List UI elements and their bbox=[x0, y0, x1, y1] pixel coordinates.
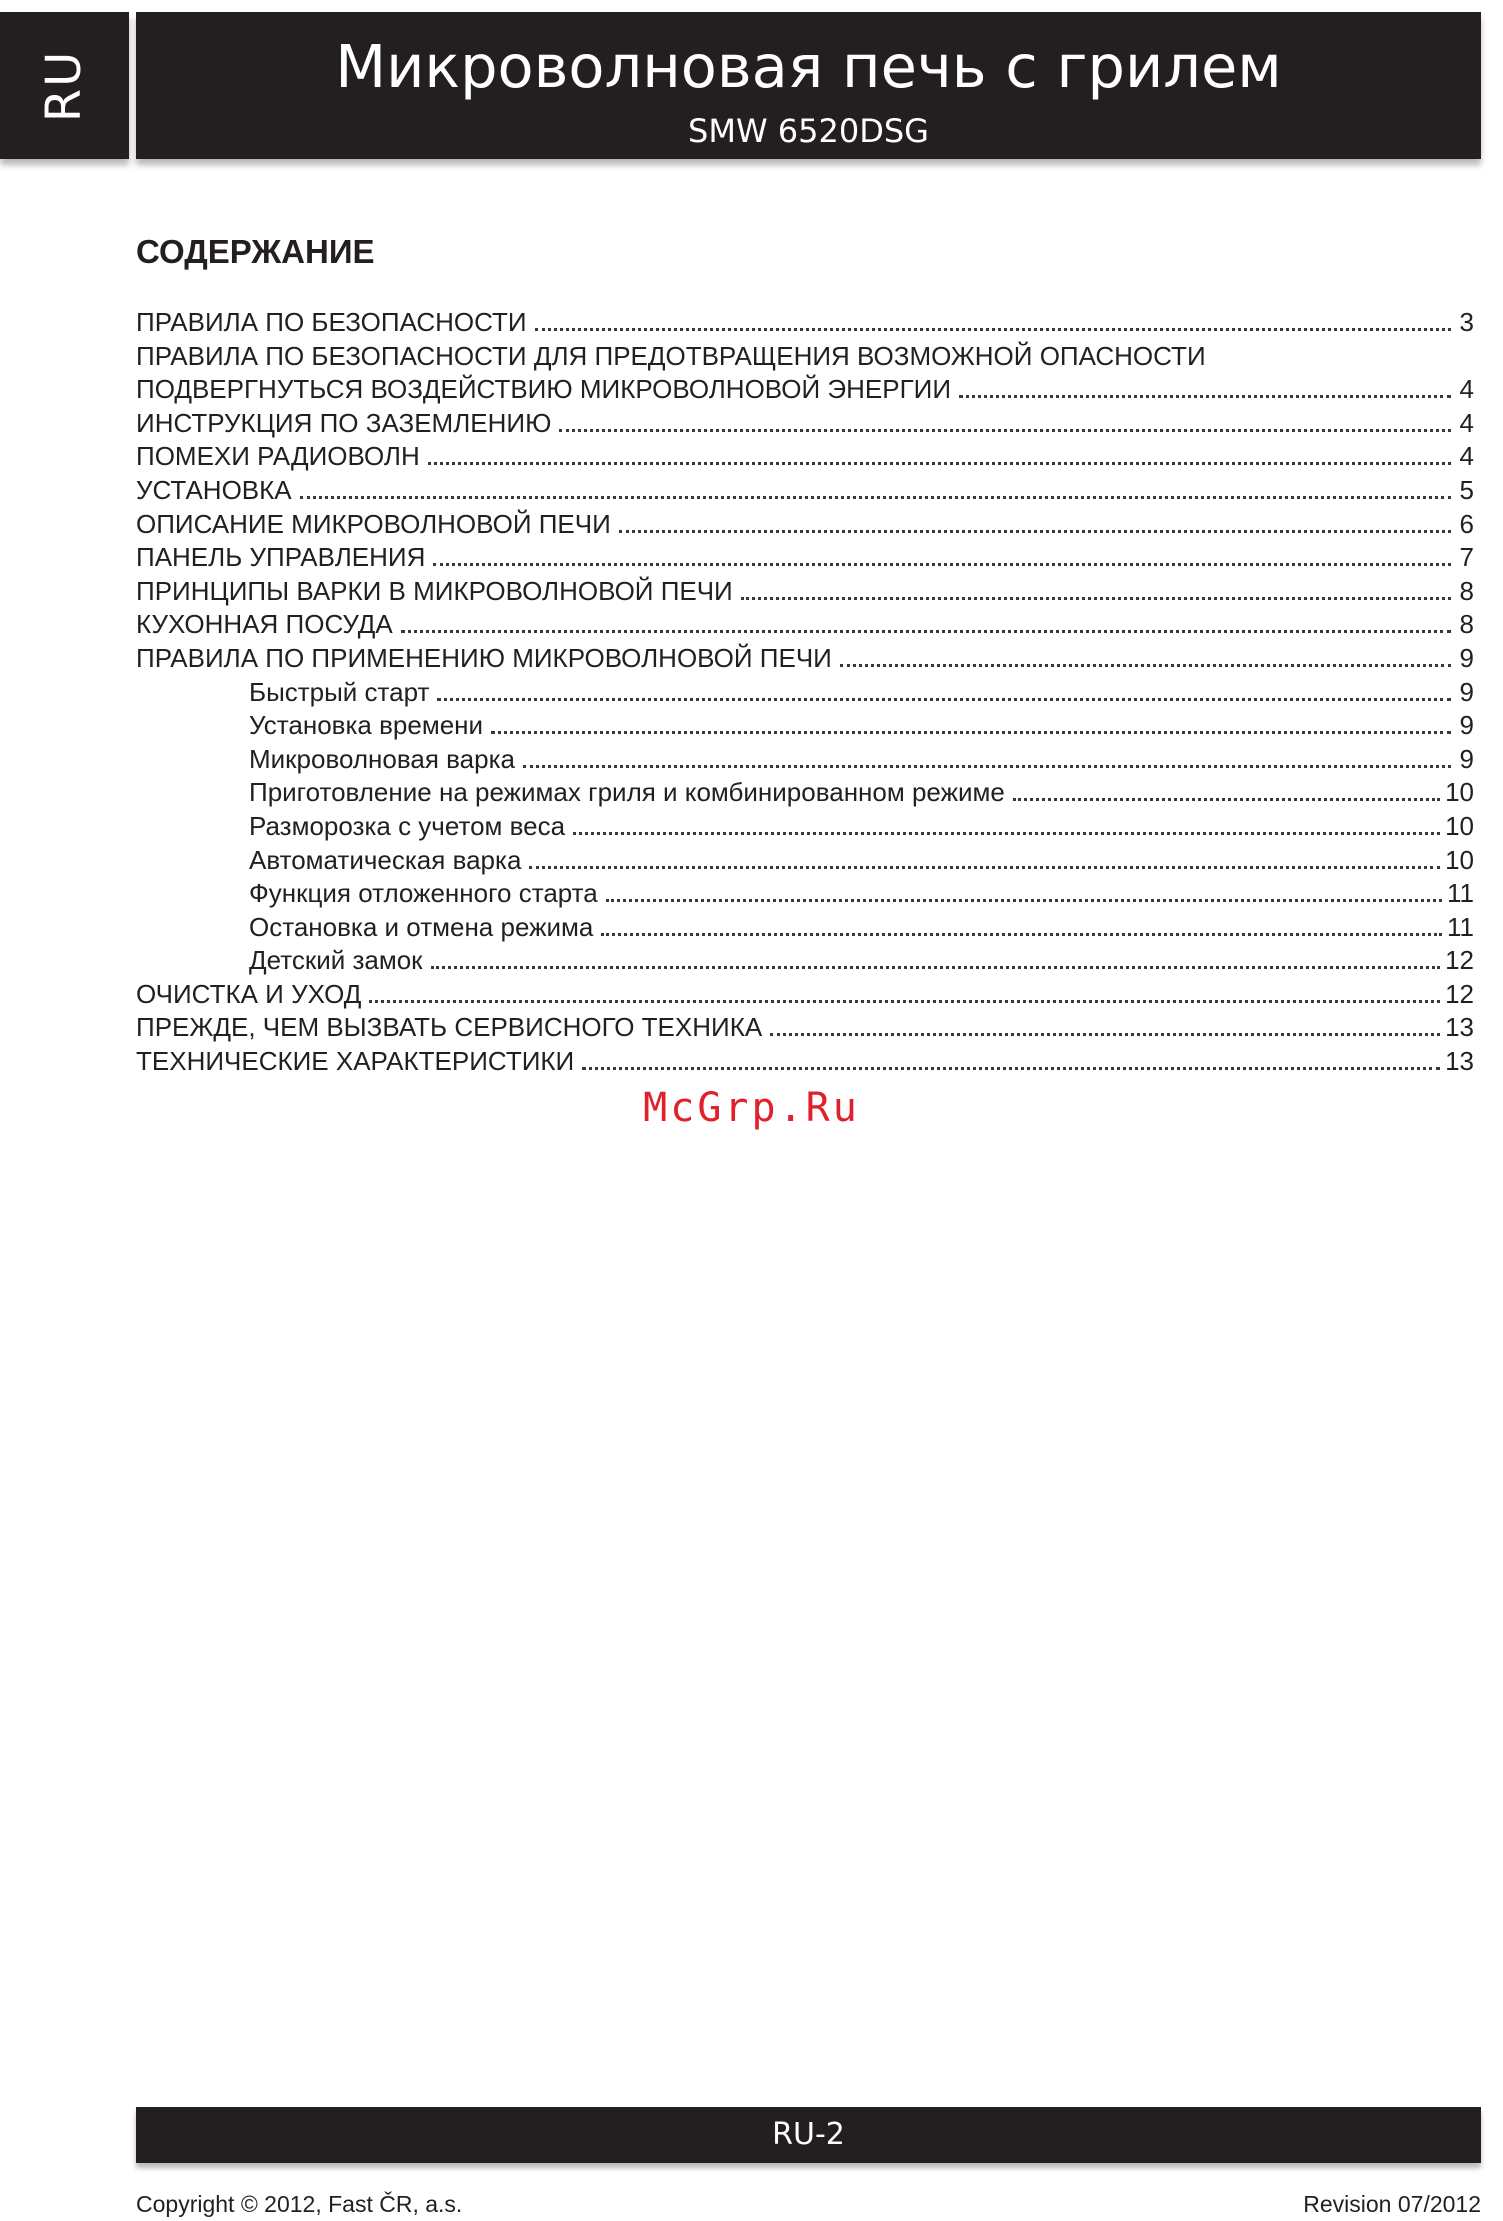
toc-entry-label: КУХОННАЯ ПОСУДА bbox=[136, 609, 393, 640]
toc-dot-leader bbox=[573, 832, 1440, 835]
toc-entry bbox=[136, 709, 1474, 743]
toc-dot-leader bbox=[741, 597, 1451, 600]
toc-dot-leader bbox=[619, 530, 1451, 533]
toc-dot-leader bbox=[401, 630, 1451, 633]
toc-dot-leader bbox=[491, 731, 1451, 734]
toc-entry bbox=[136, 1011, 1474, 1045]
toc-dot-leader bbox=[959, 395, 1451, 398]
toc-entry-page: 9 bbox=[1459, 642, 1474, 673]
toc-entry-label: ПРАВИЛА ПО ПРИМЕНЕНИЮ МИКРОВОЛНОВОЙ ПЕЧИ bbox=[136, 642, 832, 673]
toc-entry-page: 12 bbox=[1445, 945, 1474, 976]
toc-dot-leader bbox=[840, 664, 1451, 667]
page-number: RU-2 bbox=[772, 2117, 845, 2152]
toc-dot-leader bbox=[300, 496, 1451, 499]
toc-entry-page: 12 bbox=[1445, 978, 1474, 1009]
toc-dot-leader bbox=[559, 429, 1451, 432]
toc-dot-leader bbox=[606, 899, 1442, 902]
toc-entry bbox=[136, 407, 1474, 441]
toc-entry bbox=[136, 340, 1474, 374]
revision-text: Revision 07/2012 bbox=[1303, 2191, 1481, 2217]
toc-entry-label: Микроволновая варка bbox=[249, 743, 516, 774]
toc-entry-page: 4 bbox=[1459, 374, 1474, 405]
toc-entry-page: 4 bbox=[1459, 407, 1474, 438]
toc-entry-label: ПРИНЦИПЫ ВАРКИ В МИКРОВОЛНОВОЙ ПЕЧИ bbox=[136, 575, 733, 606]
toc-entry-label: ПРЕЖДЕ, ЧЕМ ВЫЗВАТЬ СЕРВИСНОГО ТЕХНИКА bbox=[136, 1012, 763, 1043]
toc-entry bbox=[136, 676, 1474, 710]
toc-entry-page: 7 bbox=[1459, 542, 1474, 573]
toc-entry-page: 9 bbox=[1459, 710, 1474, 741]
toc-entry-page: 8 bbox=[1459, 575, 1474, 606]
toc-entry bbox=[136, 306, 1474, 340]
toc-entry-page: 5 bbox=[1459, 474, 1474, 505]
toc-entry bbox=[136, 743, 1474, 777]
toc-dot-leader bbox=[369, 1000, 1440, 1003]
toc-entry bbox=[136, 1045, 1474, 1079]
header-tick-mark bbox=[138, 156, 152, 158]
toc-entry bbox=[136, 608, 1474, 642]
toc-entry-label: ПОМЕХИ РАДИОВОЛН bbox=[136, 441, 420, 472]
toc-entry-label: ПАНЕЛЬ УПРАВЛЕНИЯ bbox=[136, 542, 426, 573]
toc-entry bbox=[136, 776, 1474, 810]
toc-entry-page: 9 bbox=[1459, 743, 1474, 774]
toc-entry bbox=[136, 877, 1474, 911]
toc-entry-page: 11 bbox=[1447, 878, 1474, 909]
toc-entry bbox=[136, 844, 1474, 878]
model-number: SMW 6520DSG bbox=[688, 112, 929, 150]
toc-entry-page: 6 bbox=[1459, 508, 1474, 539]
toc-entry-label: Детский замок bbox=[249, 945, 423, 976]
toc-dot-leader bbox=[770, 1033, 1440, 1036]
toc-entry-label: ОПИСАНИЕ МИКРОВОЛНОВОЙ ПЕЧИ bbox=[136, 508, 611, 539]
toc-entry-label: ИНСТРУКЦИЯ ПО ЗАЗЕМЛЕНИЮ bbox=[136, 407, 552, 438]
toc-entry-label: Установка времени bbox=[249, 710, 484, 741]
toc-dot-leader bbox=[582, 1067, 1440, 1070]
language-tab bbox=[0, 12, 129, 159]
toc-entry-page: 13 bbox=[1445, 1046, 1474, 1077]
toc-entry-page: 11 bbox=[1447, 911, 1474, 942]
footer-bar bbox=[136, 2107, 1481, 2163]
toc-entry bbox=[136, 440, 1474, 474]
toc-entry-label: ПОДВЕРГНУТЬСЯ ВОЗДЕЙСТВИЮ МИКРОВОЛНОВОЙ ЭНЕРГИИ bbox=[136, 374, 952, 405]
toc-entry-label: УСТАНОВКА bbox=[136, 474, 292, 505]
toc-entry-label: Автоматическая варка bbox=[249, 844, 522, 875]
toc-entry-page: 3 bbox=[1459, 307, 1474, 337]
document-title: Микроволновая печь с грилем bbox=[335, 32, 1282, 101]
toc-entry-page: 13 bbox=[1445, 1012, 1474, 1043]
toc-dot-leader bbox=[535, 328, 1451, 331]
toc-entry bbox=[136, 541, 1474, 575]
toc-entry bbox=[136, 373, 1474, 407]
toc-entry bbox=[136, 911, 1474, 945]
toc-dot-leader bbox=[529, 866, 1440, 869]
language-code: RU bbox=[36, 49, 93, 122]
toc-dot-leader bbox=[601, 933, 1442, 936]
toc-entry-label: Быстрый старт bbox=[249, 676, 430, 707]
toc-entry-page: 4 bbox=[1459, 441, 1474, 472]
toc-heading: СОДЕРЖАНИЕ bbox=[136, 233, 375, 270]
watermark-text: McGrp.Ru bbox=[643, 1085, 860, 1131]
toc-entry-label: ПРАВИЛА ПО БЕЗОПАСНОСТИ bbox=[136, 307, 527, 337]
toc-entry-page: 10 bbox=[1445, 844, 1474, 875]
toc-entry-label: ТЕХНИЧЕСКИЕ ХАРАКТЕРИСТИКИ bbox=[136, 1046, 575, 1077]
toc-entry-page: 9 bbox=[1459, 676, 1474, 707]
copyright-text: Copyright © 2012, Fast ČR, a.s. bbox=[136, 2191, 463, 2217]
toc-entry bbox=[136, 474, 1474, 508]
toc-dot-leader bbox=[1013, 798, 1440, 801]
toc-entry-label: Разморозка с учетом веса bbox=[249, 810, 566, 841]
toc-entry bbox=[136, 810, 1474, 844]
toc-dot-leader bbox=[437, 698, 1451, 701]
toc-entry bbox=[136, 508, 1474, 542]
toc-entry-label: Функция отложенного старта bbox=[249, 878, 598, 909]
toc-entry-label: ОЧИСТКА И УХОД bbox=[136, 978, 362, 1009]
toc-dot-leader bbox=[433, 563, 1451, 566]
toc-entry-label: Остановка и отмена режима bbox=[249, 911, 594, 942]
toc-entry-page: 10 bbox=[1445, 810, 1474, 841]
toc-dot-leader bbox=[431, 966, 1441, 969]
table-of-contents bbox=[136, 306, 1474, 1079]
toc-entry bbox=[136, 978, 1474, 1012]
title-bar bbox=[136, 12, 1481, 159]
toc-entry-label: Приготовление на режимах гриля и комбинированном режиме bbox=[249, 777, 1005, 808]
toc-entry-label: ПРАВИЛА ПО БЕЗОПАСНОСТИ ДЛЯ ПРЕДОТВРАЩЕНИЯ ВОЗМОЖНОЙ ОПАСНОСТИ bbox=[136, 340, 1206, 371]
toc-dot-leader bbox=[523, 765, 1451, 768]
toc-entry-page: 8 bbox=[1459, 609, 1474, 640]
toc-dot-leader bbox=[428, 462, 1451, 465]
toc-entry bbox=[136, 575, 1474, 609]
toc-entry-page: 10 bbox=[1445, 777, 1474, 808]
toc-entry bbox=[136, 944, 1474, 978]
toc-entry bbox=[136, 642, 1474, 676]
